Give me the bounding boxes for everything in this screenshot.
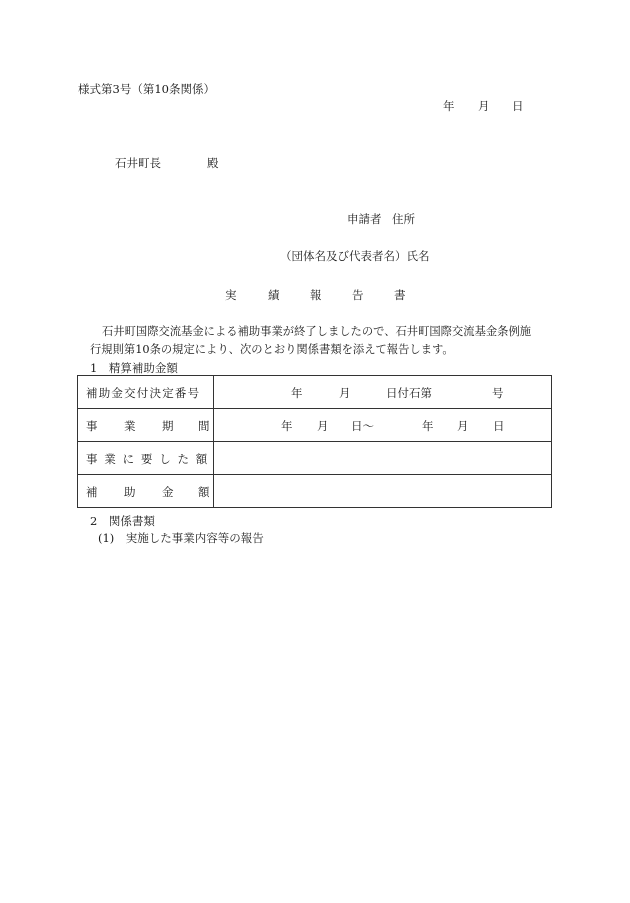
body-line-2: 行規則第10条の規定により、次のとおり関係書類を添えて報告します。 <box>90 343 454 356</box>
date-year: 年 <box>443 99 455 113</box>
table-row-project-cost <box>78 442 552 475</box>
title-char-3: 報 <box>310 288 322 302</box>
applicant-label: 申請者 <box>347 212 382 226</box>
date-day: 日 <box>512 99 524 113</box>
period-end-day: 日 <box>493 419 505 433</box>
value-project-cost[interactable] <box>214 442 552 475</box>
period-char-2: 業 <box>124 419 136 433</box>
addressee-name: 石井町長 <box>115 156 161 170</box>
label-decision-number-text: 補助金交付決定番号 <box>86 386 201 400</box>
title-char-5: 書 <box>394 288 406 302</box>
applicant-name-label: （団体名及び代表者名）氏名 <box>280 249 430 263</box>
period-end-month: 月 <box>457 419 469 433</box>
table-row-subsidy-amount <box>78 475 552 508</box>
label-project-period <box>78 409 214 442</box>
label-decision-number <box>78 376 214 409</box>
value-project-period <box>214 409 552 442</box>
decision-day-ishi: 日付石第 <box>386 386 432 400</box>
addressee-honorific: 殿 <box>207 156 219 170</box>
period-start-day: 日～ <box>351 419 374 433</box>
decision-month: 月 <box>339 386 351 400</box>
applicant-address-label: 住所 <box>392 212 415 226</box>
date-month: 月 <box>478 99 490 113</box>
period-start-year: 年 <box>281 419 293 433</box>
label-project-cost <box>78 442 214 475</box>
subsidy-char-4: 額 <box>198 485 210 499</box>
value-decision-number <box>214 376 552 409</box>
title-char-2: 績 <box>268 288 280 302</box>
decision-year: 年 <box>291 386 303 400</box>
value-subsidy-amount[interactable] <box>214 475 552 508</box>
label-subsidy-amount <box>78 475 214 508</box>
period-start-month: 月 <box>317 419 329 433</box>
label-project-cost-text: 事業に要した額 <box>86 452 215 466</box>
table-row-decision-number <box>78 376 552 409</box>
title-char-4: 告 <box>352 288 364 302</box>
item-1: (1) 実施した事業内容等の報告 <box>98 531 264 545</box>
period-end-year: 年 <box>422 419 434 433</box>
subsidy-char-1: 補 <box>86 485 98 499</box>
settlement-table <box>77 375 552 508</box>
decision-number-suffix: 号 <box>492 386 504 400</box>
title-char-1: 実 <box>225 288 237 302</box>
period-char-4: 間 <box>198 419 210 433</box>
form-number: 様式第3号（第10条関係） <box>78 82 215 96</box>
subsidy-char-3: 金 <box>162 485 174 499</box>
section-1-heading: 1 精算補助金額 <box>90 361 178 375</box>
subsidy-char-2: 助 <box>124 485 136 499</box>
section-2-heading: 2 関係書類 <box>90 514 155 528</box>
period-char-1: 事 <box>86 419 98 433</box>
body-line-1: 石井町国際交流基金による補助事業が終了しましたので、石井町国際交流基金条例施 <box>102 325 532 338</box>
period-char-3: 期 <box>162 419 174 433</box>
table-row-project-period <box>78 409 552 442</box>
